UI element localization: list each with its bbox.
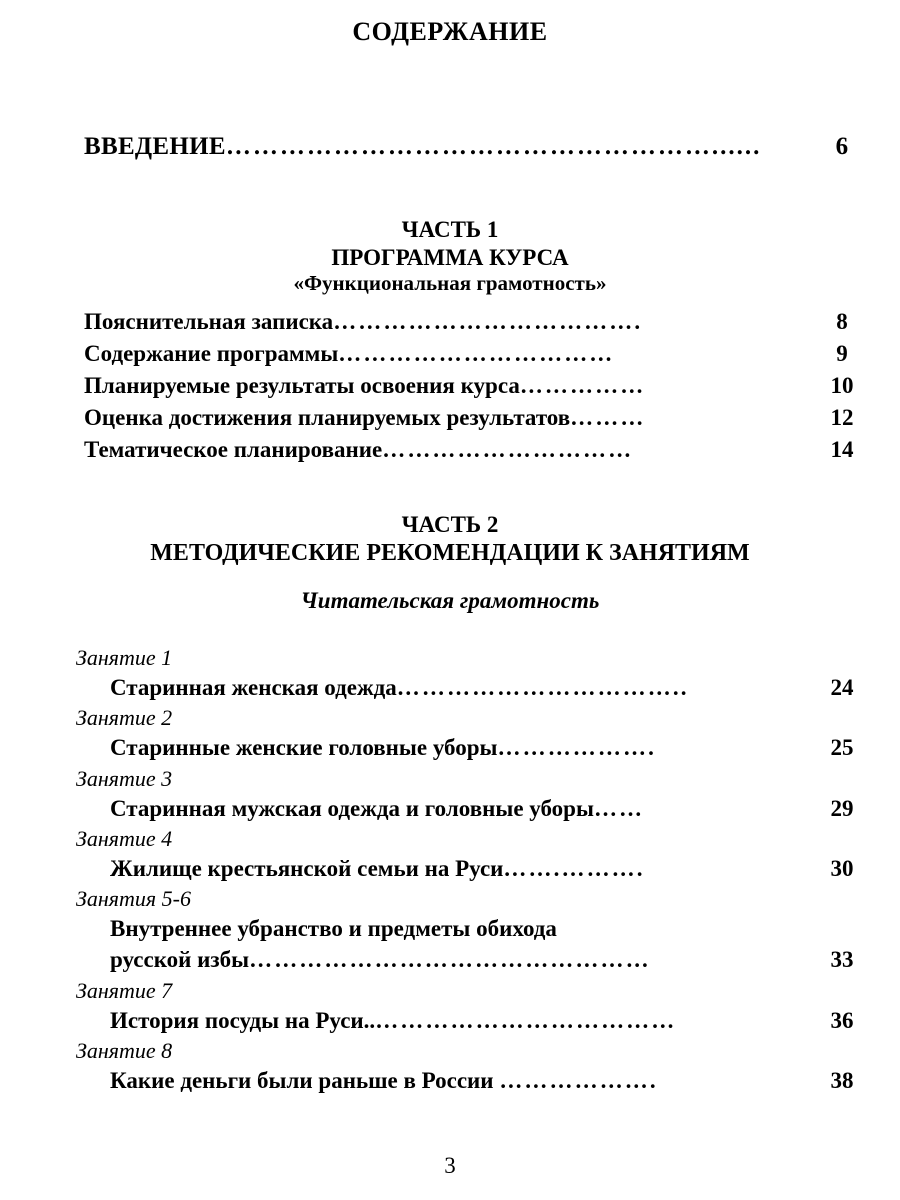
lesson-label: Занятия 5-6 <box>76 886 191 912</box>
table-row[interactable] <box>76 793 878 824</box>
toc-entry-page: 9 <box>836 340 848 366</box>
toc-entry-page: 38 <box>830 1068 854 1094</box>
toc-entry-page: 12 <box>830 404 854 430</box>
lesson-label: Занятие 1 <box>76 645 173 670</box>
toc-entry-introduction[interactable] <box>84 133 878 161</box>
toc-entry-label: Пояснительная записка <box>84 309 334 334</box>
lesson-label: Занятие 2 <box>76 705 173 731</box>
table-row[interactable] <box>76 732 878 763</box>
introduction-entry-block <box>84 133 878 161</box>
lesson-title: История посуды на Руси.. <box>110 1007 376 1033</box>
list-item <box>76 764 878 824</box>
toc-entry-page: 36 <box>830 1007 854 1033</box>
toc-entry-page: 14 <box>830 436 854 462</box>
toc-entry-page: 25 <box>830 735 854 761</box>
dot-leader: ……… <box>570 404 646 430</box>
list-item <box>76 643 878 703</box>
lesson-label: Занятие 3 <box>76 765 173 791</box>
table-row[interactable] <box>76 944 878 975</box>
lesson-title: русской избы <box>110 947 250 973</box>
lesson-title-first-line: Внутреннее убранство и предметы обихода <box>110 916 557 942</box>
lesson-title: Жилище крестьянской семьи на Руси <box>110 855 504 881</box>
table-row[interactable] <box>84 370 878 402</box>
table-row[interactable] <box>84 434 878 466</box>
toc-entry-label: Оценка достижения планируемых результатов <box>84 404 571 430</box>
page-title: СОДЕРЖАНИЕ <box>352 17 548 46</box>
dot-leader: ………………………… <box>382 436 634 462</box>
part2-lesson-list <box>76 643 878 1096</box>
table-row[interactable] <box>76 853 878 884</box>
section-subheading-reading-literacy: Читательская грамотность <box>300 588 600 613</box>
list-item <box>76 824 878 884</box>
toc-entry-page: 33 <box>830 947 854 973</box>
dot-leader: …….………. <box>503 855 645 881</box>
dot-leader: ……………………………… <box>375 1007 677 1033</box>
toc-entry-page: 29 <box>830 795 854 821</box>
lesson-title: Старинная мужская одежда и головные уборы <box>110 795 594 821</box>
toc-entry-page: 10 <box>830 372 854 398</box>
lesson-label: Занятие 4 <box>76 825 173 851</box>
toc-entry-label: Планируемые результаты освоения курса <box>84 372 520 398</box>
toc-entry-page: 30 <box>830 855 854 881</box>
lesson-title: Старинная женская одежда <box>110 675 397 701</box>
dot-leader: ………………………………………… <box>249 947 651 973</box>
part1-heading-line1: ЧАСТЬ 1 <box>401 217 499 242</box>
table-row[interactable] <box>76 1065 878 1096</box>
lesson-title: Какие деньги были раньше в России <box>110 1068 500 1094</box>
list-item <box>76 976 878 1036</box>
list-item <box>76 703 878 763</box>
toc-entry-label: Содержание программы <box>84 340 339 366</box>
part1-heading-line2: ПРОГРАММА КУРСА <box>331 244 569 270</box>
dot-leader: ………………. <box>497 735 656 761</box>
part1-heading-line3: «Функциональная грамотность» <box>293 271 607 296</box>
toc-entry-page: 6 <box>835 133 849 160</box>
dot-leader: …………………………… <box>338 340 615 366</box>
toc-entry-page: 8 <box>836 309 848 334</box>
table-row[interactable] <box>84 306 878 338</box>
table-row[interactable] <box>76 1005 878 1036</box>
part1-entry-list <box>84 306 878 466</box>
dot-leader: …………………………….. <box>396 675 689 701</box>
dot-leader: …… <box>593 795 645 821</box>
table-row[interactable] <box>76 672 878 703</box>
list-item <box>76 884 878 976</box>
toc-entry-page: 24 <box>830 675 854 701</box>
dot-leader: ………………. <box>499 1068 658 1094</box>
part2-heading <box>0 511 900 567</box>
part2-heading-line2: МЕТОДИЧЕСКИЕ РЕКОМЕНДАЦИИ К ЗАНЯТИЯМ <box>150 539 750 566</box>
dot-leader: ………………………………………………...... <box>225 133 762 160</box>
dot-leader: …………… <box>519 372 646 398</box>
part1-heading <box>0 216 900 296</box>
lesson-title: Старинные женские головные уборы <box>110 735 498 761</box>
lesson-label: Занятие 8 <box>76 1038 173 1064</box>
toc-entry-label: ВВЕДЕНИЕ <box>84 133 226 160</box>
table-row[interactable] <box>84 402 878 434</box>
folio-page-number: 3 <box>444 1153 456 1178</box>
table-row[interactable] <box>84 338 878 370</box>
lesson-label: Занятие 7 <box>76 977 173 1003</box>
dot-leader: ………………………………. <box>333 309 643 334</box>
part2-heading-line1: ЧАСТЬ 2 <box>401 512 499 537</box>
list-item <box>76 1036 878 1096</box>
toc-entry-label: Тематическое планирование <box>84 436 383 462</box>
